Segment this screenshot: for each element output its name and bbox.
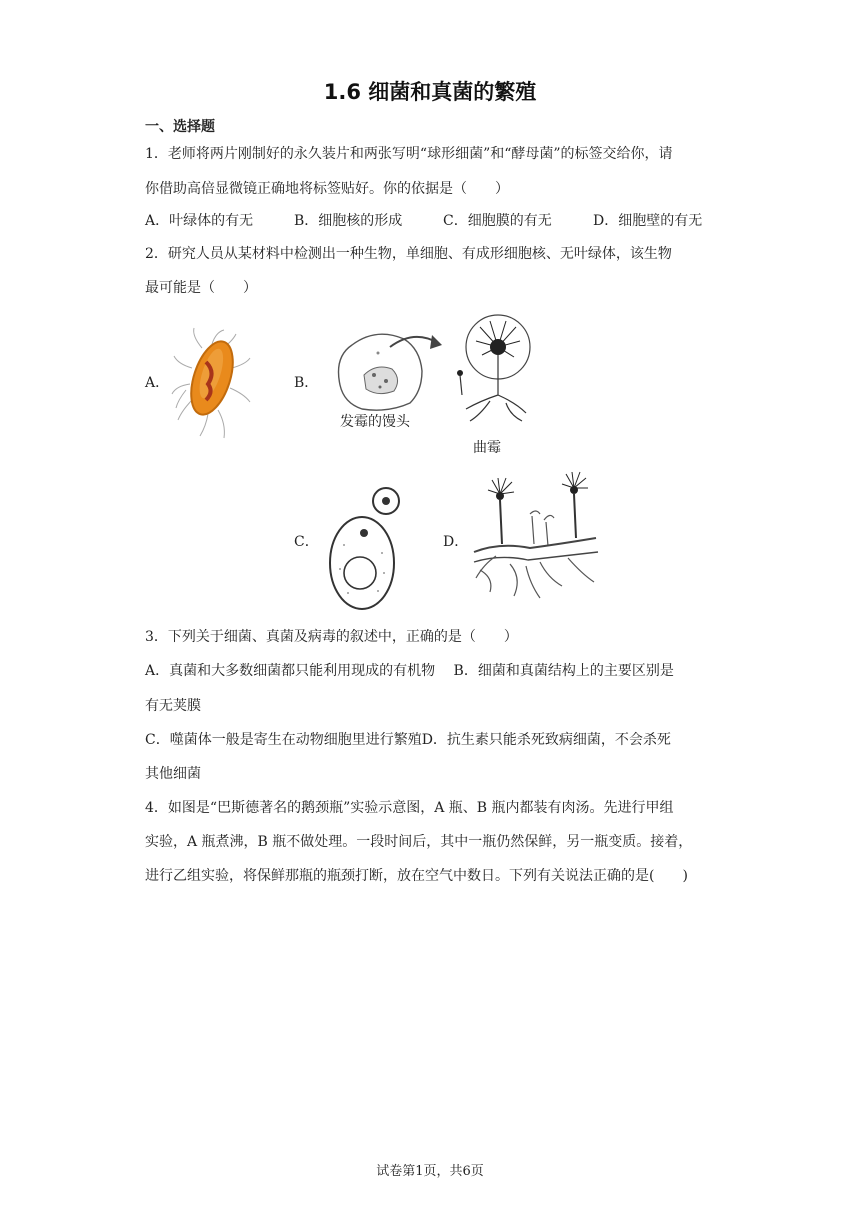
q2-option-b-letter[interactable]: B． — [294, 375, 319, 391]
aspergillus-label: 曲霉 — [473, 440, 501, 456]
penicillium-figure — [470, 474, 600, 604]
page-title: 1.6 细菌和真菌的繁殖 — [323, 80, 537, 104]
q2-option-a-letter[interactable]: A． — [145, 375, 170, 391]
q1-stem-line2: 你借助高倍显微镜正确地将标签贴好。你的依据是（ ） — [145, 181, 509, 197]
moldy-bun-figure — [330, 305, 530, 455]
q4-stem-line1: 4．如图是“巴斯德著名的鹅颈瓶”实验示意图，A 瓶、B 瓶内都装有肉汤。先进行甲组 — [145, 800, 674, 816]
page-footer: 试卷第1页，共6页 — [376, 1164, 484, 1179]
section-heading: 一、选择题 — [145, 119, 215, 135]
q3-option-ab-line[interactable]: A．真菌和大多数细菌都只能利用现成的有机物 B．细菌和真菌结构上的主要区别是 — [145, 663, 674, 679]
bacterium-figure — [172, 328, 252, 440]
q4-stem-line2: 实验，A 瓶煮沸，B 瓶不做处理。一段时间后，其中一瓶仍然保鲜，另一瓶变质。接着， — [145, 834, 693, 850]
q2-option-d-letter[interactable]: D． — [443, 534, 469, 550]
q1-option-d[interactable]: D．细胞壁的有无 — [593, 213, 703, 229]
q1-option-a[interactable]: A．叶绿体的有无 — [145, 213, 254, 229]
q1-stem-line1: 1．老师将两片刚制好的永久装片和两张写明“球形细菌”和“酵母菌”的标签交给你，请 — [145, 146, 673, 162]
moldy-bun-label: 发霉的馒头 — [340, 414, 410, 430]
q2-stem-line1: 2．研究人员从某材料中检测出一种生物，单细胞、有成形细胞核、无叶绿体，该生物 — [145, 246, 672, 262]
q4-stem-line3: 进行乙组实验，将保鲜那瓶的瓶颈打断，放在空气中数日。下列有关说法正确的是( ) — [145, 868, 688, 884]
q1-option-b[interactable]: B．细胞核的形成 — [294, 213, 403, 229]
q3-option-b-cont: 有无荚膜 — [145, 698, 201, 714]
yeast-figure — [324, 483, 414, 613]
q3-option-d-cont: 其他细菌 — [145, 766, 201, 782]
q3-option-cd-line[interactable]: C．噬菌体一般是寄生在动物细胞里进行繁殖D．抗生素只能杀死致病细菌，不会杀死 — [145, 732, 671, 748]
q3-stem-line1: 3．下列关于细菌、真菌及病毒的叙述中，正确的是（ ） — [145, 629, 518, 645]
q2-stem-line2: 最可能是（ ） — [145, 280, 257, 296]
q2-option-c-letter[interactable]: C． — [294, 534, 319, 550]
q1-option-c[interactable]: C．细胞膜的有无 — [443, 213, 552, 229]
